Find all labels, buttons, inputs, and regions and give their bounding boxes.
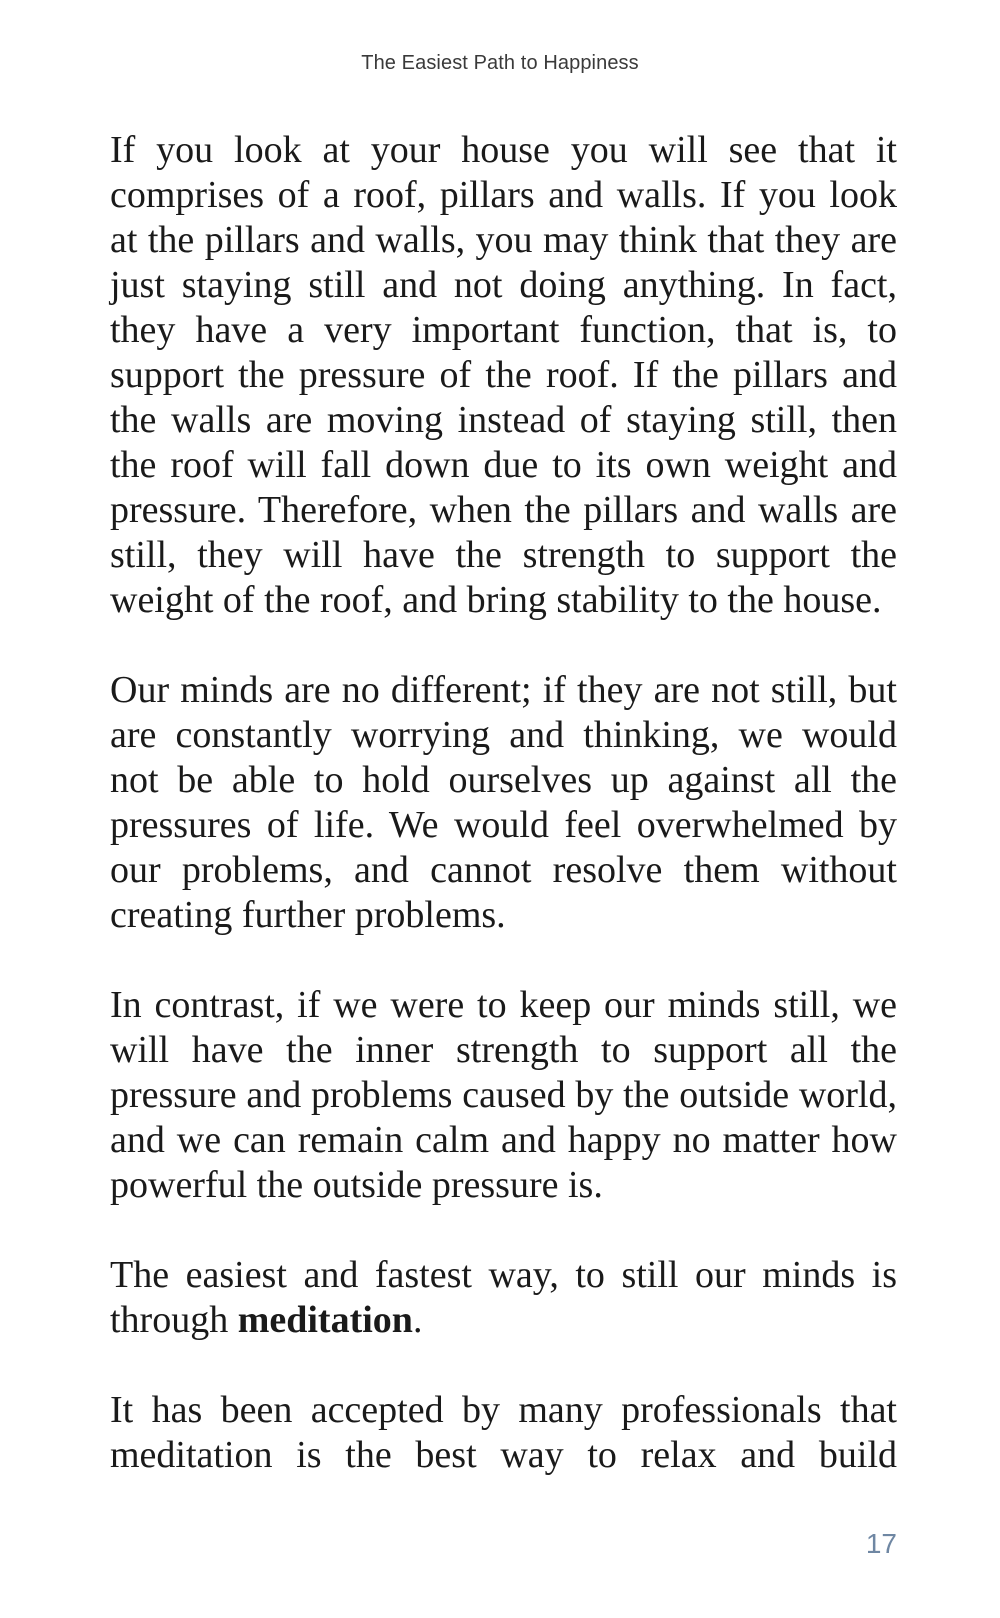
paragraph-3: In contrast, if we were to keep our minds still, we will have the inner strength to support all the pressure and problems caused by the outside world, and we can remain calm and happy no matter how powerful the outside pressure is. [110, 984, 897, 1206]
paragraph-1: If you look at your house you will see that it comprises of a roof, pillars and walls. If you look at the pillars and walls, you may think that they are just staying still and not doing anything. In fact, they have a very important function, that is, to support the pressure of the roof. If the pillars and the walls are moving instead of staying still, then the roof will fall down due to its own weight and pressure. Therefore, when the pillars and walls are still, they will have the strength to support the weight of the roof, and bring stability to the house. [110, 129, 897, 621]
running-header: The Easiest Path to Happiness [361, 52, 639, 74]
paragraph-4-end: . [412, 1299, 423, 1341]
paragraph-2: Our minds are no different; if they are not still, but are constantly worrying and thinking, we would not be able to hold ourselves up against all the pressures of life. We would feel overwhelmed by our problems, and cannot resolve them without creating further problems. [110, 669, 897, 936]
page-number: 17 [865, 1528, 897, 1559]
emphasis-meditation: meditation [237, 1299, 413, 1341]
paragraph-4 [110, 1253, 897, 1343]
body-text [110, 128, 897, 1478]
paragraph-4-text: The easiest and fastest way, to still our minds is through [110, 1254, 897, 1341]
paragraph-5: It has been accepted by many professionals that meditation is the best way to relax and build [110, 1389, 897, 1476]
